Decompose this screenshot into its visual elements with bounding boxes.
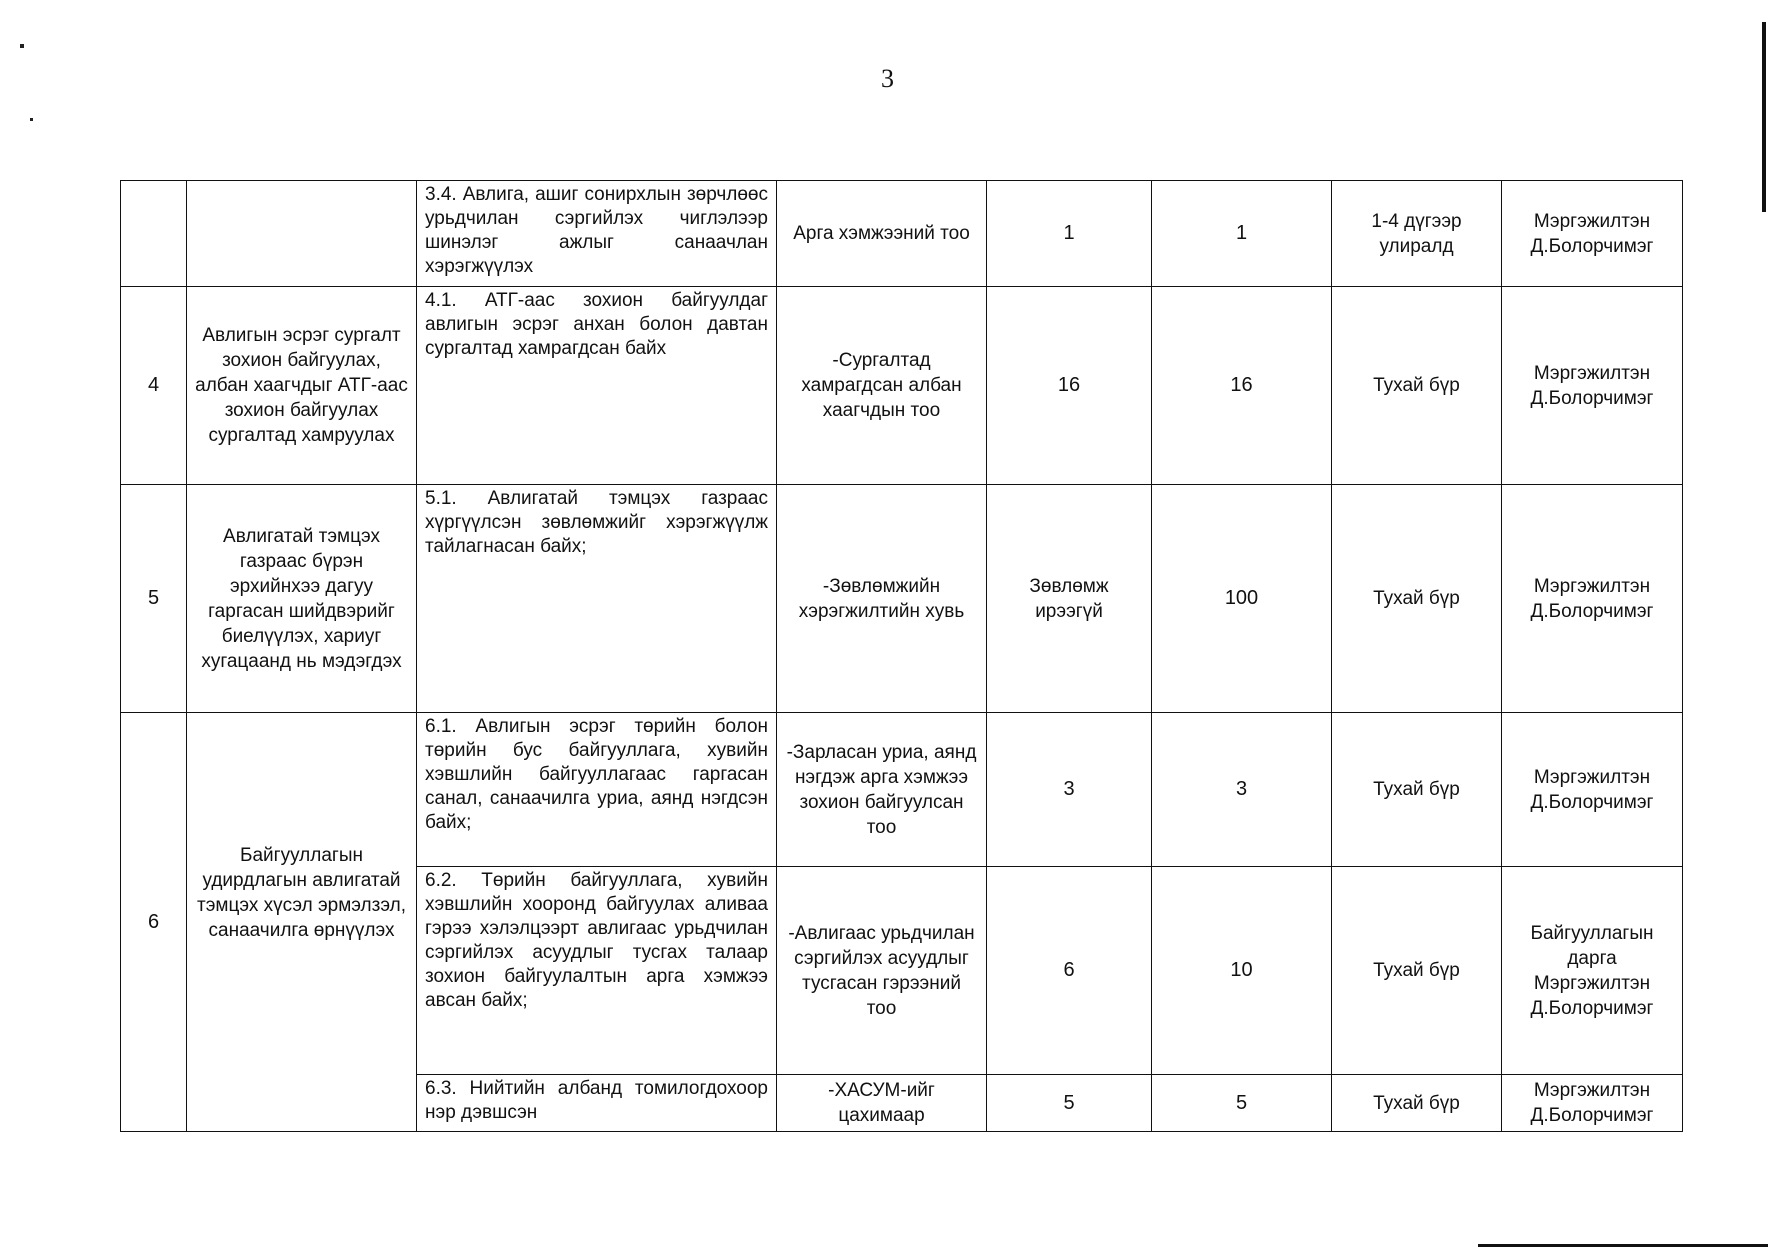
table-row (121, 181, 1683, 287)
task-cell: 6.2. Төрийн байгууллага, хувийн хэвшлийн хооронд байгуулах аливаа гэрээ хэлэлцээрт авлигаас урьдчилан сэргийлэх асуудлыг тусгах талаар зохион байгуулалтын арга хэмжээ авсан байх; (417, 867, 777, 1075)
responsible-text: Мэргэжилтэн Д.Болорчимэг (1530, 575, 1654, 622)
timeframe-cell: Тухай бүр (1332, 867, 1502, 1075)
target-cell: 10 (1152, 867, 1332, 1075)
indicator-cell: -Зөвлөмжийн хэрэгжилтийн хувь (777, 485, 987, 713)
page-number: 3 (881, 64, 894, 93)
table-row (121, 485, 1683, 713)
row-number-cell (121, 181, 187, 287)
target-cell: 16 (1152, 287, 1332, 485)
objective-cell (187, 713, 417, 1132)
timeframe-cell: Тухай бүр (1332, 1075, 1502, 1132)
task-cell: 6.1. Авлигын эсрэг төрийн болон төрийн бус байгууллага, хувийн хэвшлийн байгууллагаас гаргасан санал, санаачилга уриа, аянд нэгдсэн байх; (417, 713, 777, 867)
objective-cell: Авлигын эсрэг сургалт зохион байгуулах, албан хаагчдыг АТГ-аас зохион байгуулах сургалтад хамруулах (187, 287, 417, 485)
task-cell: 4.1. АТГ-аас зохион байгуулдаг авлигын эсрэг анхан болон давтан сургалтад хамрагдсан байх (417, 287, 777, 485)
responsible-cell (1502, 867, 1683, 1075)
row-number-cell: 6 (121, 713, 187, 1132)
scan-edge-line (1478, 1244, 1768, 1247)
target-cell: 1 (1152, 181, 1332, 287)
baseline-cell: 6 (987, 867, 1152, 1075)
responsible-text: Мэргэжилтэн Д.Болорчимэг (1530, 766, 1654, 813)
scan-edge-line (1762, 22, 1766, 212)
row-number-cell: 5 (121, 485, 187, 713)
responsible-cell (1502, 287, 1683, 485)
responsible-cell (1502, 713, 1683, 867)
timeframe-text: 1-4 дүгээр улиралд (1371, 210, 1462, 257)
scan-speck (20, 44, 24, 48)
task-cell (417, 1075, 777, 1132)
baseline-cell (987, 485, 1152, 713)
responsible-text: Байгууллагын дарга Мэргэжилтэн Д.Болорчимэг (1530, 922, 1654, 1019)
scan-speck (30, 118, 33, 121)
target-cell: 5 (1152, 1075, 1332, 1132)
timeframe-cell (1332, 181, 1502, 287)
task-text: 6.3. Нийтийн албанд томилогдохоор нэр дэвшсэн (425, 1078, 768, 1123)
baseline-cell: 5 (987, 1075, 1152, 1132)
target-cell: 3 (1152, 713, 1332, 867)
timeframe-cell: Тухай бүр (1332, 713, 1502, 867)
responsible-text: Мэргэжилтэн Д.Болорчимэг (1530, 1080, 1654, 1126)
baseline-cell: 3 (987, 713, 1152, 867)
indicator-cell (777, 1075, 987, 1132)
task-cell: 3.4. Авлига, ашиг сонирхлын зөрчлөөс урьдчилан сэргийлэх чиглэлээр шинэлэг ажлыг санаачлан хэрэгжүүлэх (417, 181, 777, 287)
baseline-text: Зөвлөмж ирээгүй (1029, 575, 1109, 622)
table-row (121, 713, 1683, 867)
indicator-text: -ХАСУМ-ийг цахимаар (828, 1080, 935, 1126)
indicator-cell: -Сургалтад хамрагдсан албан хаагчдын тоо (777, 287, 987, 485)
baseline-cell: 1 (987, 181, 1152, 287)
responsible-text: Мэргэжилтэн Д.Болорчимэг (1530, 362, 1654, 409)
indicator-cell: -Зарласан уриа, аянд нэгдэж арга хэмжээ зохион байгуулсан тоо (777, 713, 987, 867)
objective-text: Байгууллагын удирдлагын авлигатай тэмцэх хүсэл эрмэлзэл, санаачилга өрнүүлэх (197, 845, 406, 941)
objective-cell: Авлигатай тэмцэх газраас бүрэн эрхийнхээ дагуу гаргасан шийдвэрийг биелүүлэх, хариуг хугацаанд нь мэдэгдэх (187, 485, 417, 713)
objective-cell (187, 181, 417, 287)
action-plan-table (120, 180, 1683, 1132)
baseline-cell: 16 (987, 287, 1152, 485)
responsible-cell (1502, 485, 1683, 713)
responsible-cell (1502, 1075, 1683, 1132)
responsible-text: Мэргэжилтэн Д.Болорчимэг (1530, 210, 1654, 257)
indicator-cell: -Авлигаас урьдчилан сэргийлэх асуудлыг тусгасан гэрээний тоо (777, 867, 987, 1075)
task-cell: 5.1. Авлигатай тэмцэх газраас хүргүүлсэн зөвлөмжийг хэрэгжүүлж тайлагнасан байх; (417, 485, 777, 713)
table-row (121, 287, 1683, 485)
timeframe-cell: Тухай бүр (1332, 485, 1502, 713)
row-number-cell: 4 (121, 287, 187, 485)
responsible-cell (1502, 181, 1683, 287)
target-cell: 100 (1152, 485, 1332, 713)
indicator-cell: Арга хэмжээний тоо (777, 181, 987, 287)
timeframe-cell: Тухай бүр (1332, 287, 1502, 485)
